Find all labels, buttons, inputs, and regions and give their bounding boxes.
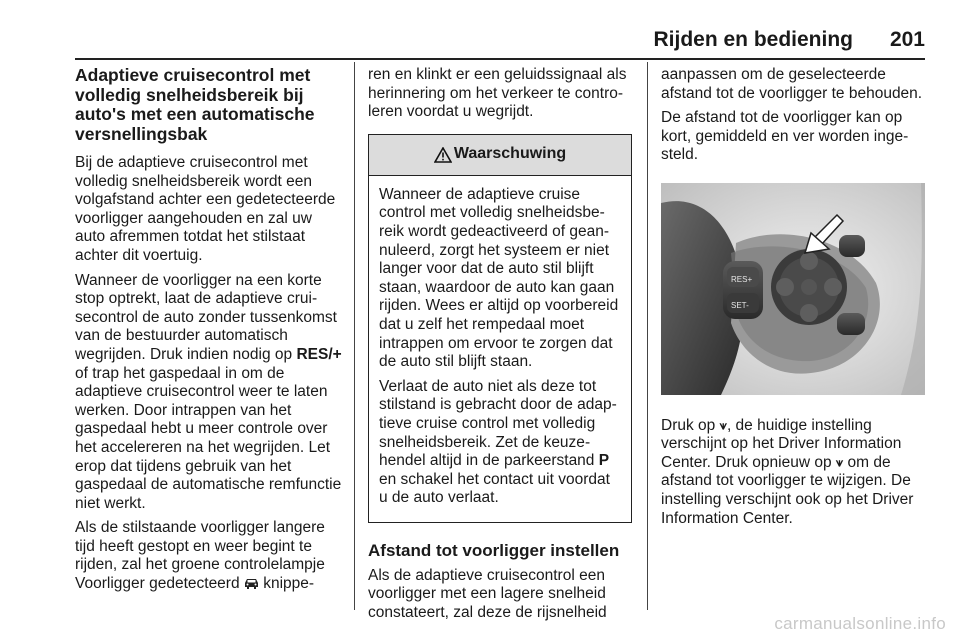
res-button-label: RES+	[731, 274, 753, 284]
res-plus-label: RES/+	[296, 345, 342, 363]
paragraph: Wanneer de voorligger na een korte stop optrekt, laat de adaptieve cruisecontrol de auto zonder tussenkomst van de bestuurder automatisch wegrijden. Druk indien nodig op RES/+ of trap het gaspedaal in om de adaptieve cruisecontrol weer te laten werken. Door intrappen van het gaspedaal hebt u meer controle over het accelereren na het wegrijden. Let erop dat tijdens gebruik van het gaspedaal de automatische remfunctie niet werkt.	[75, 271, 342, 512]
column-divider	[647, 62, 648, 610]
column-3	[661, 66, 927, 534]
paragraph: Als de adaptieve cruisecontrol een voorligger met een lagere snelheid constateert, zal deze de rijsnelheid	[368, 566, 607, 622]
warning-body	[369, 176, 631, 522]
column-2	[368, 66, 632, 629]
paragraph: Druk op ⩛, de huidige instelling verschijnt op het Driver Information Center. Druk opnieuw op ⩛ om de afstand tot voorligger te wijzigen. De instelling verschijnt ook op het Driver Information Center.	[661, 416, 914, 527]
warning-header	[369, 135, 631, 176]
page-header	[75, 26, 925, 60]
warning-box	[368, 134, 632, 523]
subsection-heading: Afstand tot voorligger instellen	[368, 540, 620, 560]
section-heading: Adaptieve cruisecontrol met volledig snelheidsbereik bij auto's met een automatische versnellingsbak	[75, 65, 315, 144]
column-1	[75, 66, 343, 600]
paragraph: De afstand tot de voorligger kan op kort, gemiddeld en ver worden ingesteld.	[661, 109, 909, 164]
watermark: carmanualsonline.info	[774, 614, 946, 633]
park-p-label: P	[598, 452, 610, 470]
warning-paragraph: Wanneer de adaptieve cruise control met volledig snelheidsbereik wordt gedeactiveerd of geannuleerd, zorgt het systeem er niet langer voor dat de auto stil blijft staan, waardoor de auto kan gaan rijden. Wees er altijd op voorbereid dat u zelf het rempedaal moet intrappen om ervoor te zorgen dat de auto stil blijft staan.	[379, 185, 619, 371]
warning-paragraph: Verlaat de auto niet als deze tot stilstand is gebracht door de adaptieve cruise control met volledig snelheidsbereik. Zet de keuzehendel altijd in de parkeerstand P en schakel het contact uit voordat u de auto verlaat.	[379, 377, 617, 507]
paragraph: Als de stilstaande voorligger langere tijd heeft gestopt en weer begint te rijden, zal het groene controlelampje Voorligger gedetecteerd knippe-	[75, 519, 325, 593]
warning-triangle-icon	[434, 147, 452, 163]
page-number: 201	[889, 28, 925, 51]
warning-title: Waarschuwing	[453, 145, 567, 163]
follow-distance-icon: ⩛	[835, 455, 844, 470]
header-rule	[75, 58, 925, 60]
vehicle-ahead-icon	[244, 578, 259, 589]
steering-wheel-controls-photo	[661, 183, 925, 395]
paragraph: aanpassen om de geselecteerde afstand tot de voorligger te behouden.	[661, 66, 923, 102]
column-divider	[354, 62, 355, 610]
follow-distance-icon: ⩛	[719, 418, 727, 432]
paragraph: Bij de adaptieve cruisecontrol met volledig snelheidsbereik wordt een volgafstand achter een gedetecteerde voorligger aangehouden en zal uw auto afremmen totdat het stilstaat achter dit voertuig.	[75, 154, 336, 264]
section-title: Rijden en bediening	[653, 28, 853, 51]
paragraph: ren en klinkt er een geluidssignaal als herinnering om het verkeer te controleren voordat u wegrijdt.	[368, 66, 627, 121]
set-button-label: SET-	[731, 300, 749, 310]
